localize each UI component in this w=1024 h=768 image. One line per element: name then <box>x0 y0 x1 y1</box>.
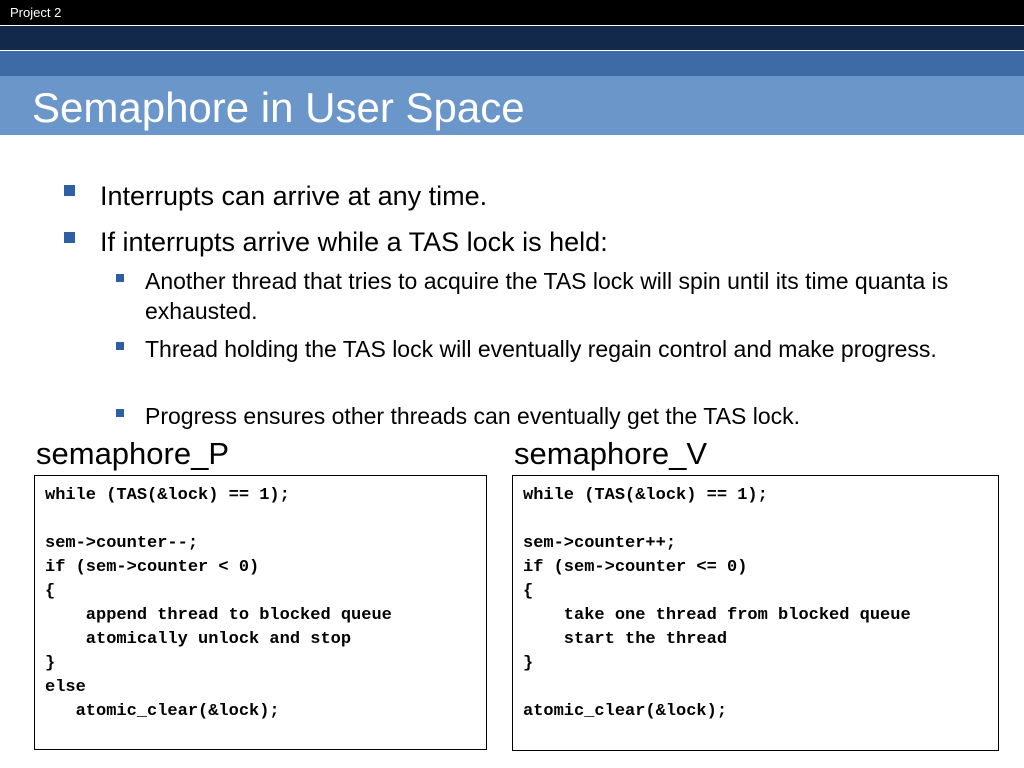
slide-title: Semaphore in User Space <box>32 84 525 131</box>
top-bar <box>0 0 1024 25</box>
code-line: atomic_clear(&lock); <box>523 702 728 721</box>
sub-bullet-item: Thread holding the TAS lock will eventually regain control and make progress. <box>145 336 937 362</box>
sub-bullet-marker-icon <box>116 409 124 417</box>
code-line: take one thread from blocked queue <box>523 606 911 625</box>
code-line: sem->counter++; <box>523 534 677 553</box>
code-line: while (TAS(&lock) == 1); <box>523 486 768 505</box>
code-line: } <box>523 654 534 673</box>
code-line <box>45 508 476 532</box>
code-line: sem->counter--; <box>45 534 199 553</box>
bullet-item: If interrupts arrive while a TAS lock is held: <box>100 227 608 257</box>
project-label: Project 2 <box>10 5 62 20</box>
sub-bullet-item: Progress ensures other threads can eventually get the TAS lock. <box>145 403 801 429</box>
sub-bullet-item: Another thread that tries to acquire the TAS lock will spin until its time quanta is exhausted. <box>145 268 949 324</box>
semaphore-v-heading: semaphore_V <box>514 436 708 471</box>
sub-bullet-marker-icon <box>116 274 124 282</box>
code-line: while (TAS(&lock) == 1); <box>45 486 290 505</box>
code-line: append thread to blocked queue <box>45 606 392 625</box>
bullet-item: Interrupts can arrive at any time. <box>100 181 488 211</box>
code-line <box>523 508 988 532</box>
code-line: if (sem->counter <= 0) <box>523 558 748 577</box>
semaphore-p-code-box <box>34 475 487 750</box>
sub-bullet-marker-icon <box>116 342 124 350</box>
bullet-marker-icon <box>64 185 75 196</box>
header-band-mid <box>0 51 1024 76</box>
code-line: } <box>45 654 56 673</box>
code-line: if (sem->counter < 0) <box>45 558 260 577</box>
code-line: else <box>45 678 86 697</box>
code-line: { <box>45 582 56 601</box>
code-line: atomically unlock and stop <box>45 630 352 649</box>
code-line: { <box>523 582 534 601</box>
bullet-marker-icon <box>64 232 75 243</box>
code-line <box>523 676 988 700</box>
code-line: start the thread <box>523 630 728 649</box>
semaphore-p-heading: semaphore_P <box>36 436 230 471</box>
semaphore-v-code-box <box>512 475 999 751</box>
header-band-dark <box>0 26 1024 50</box>
code-line: atomic_clear(&lock); <box>45 702 280 721</box>
